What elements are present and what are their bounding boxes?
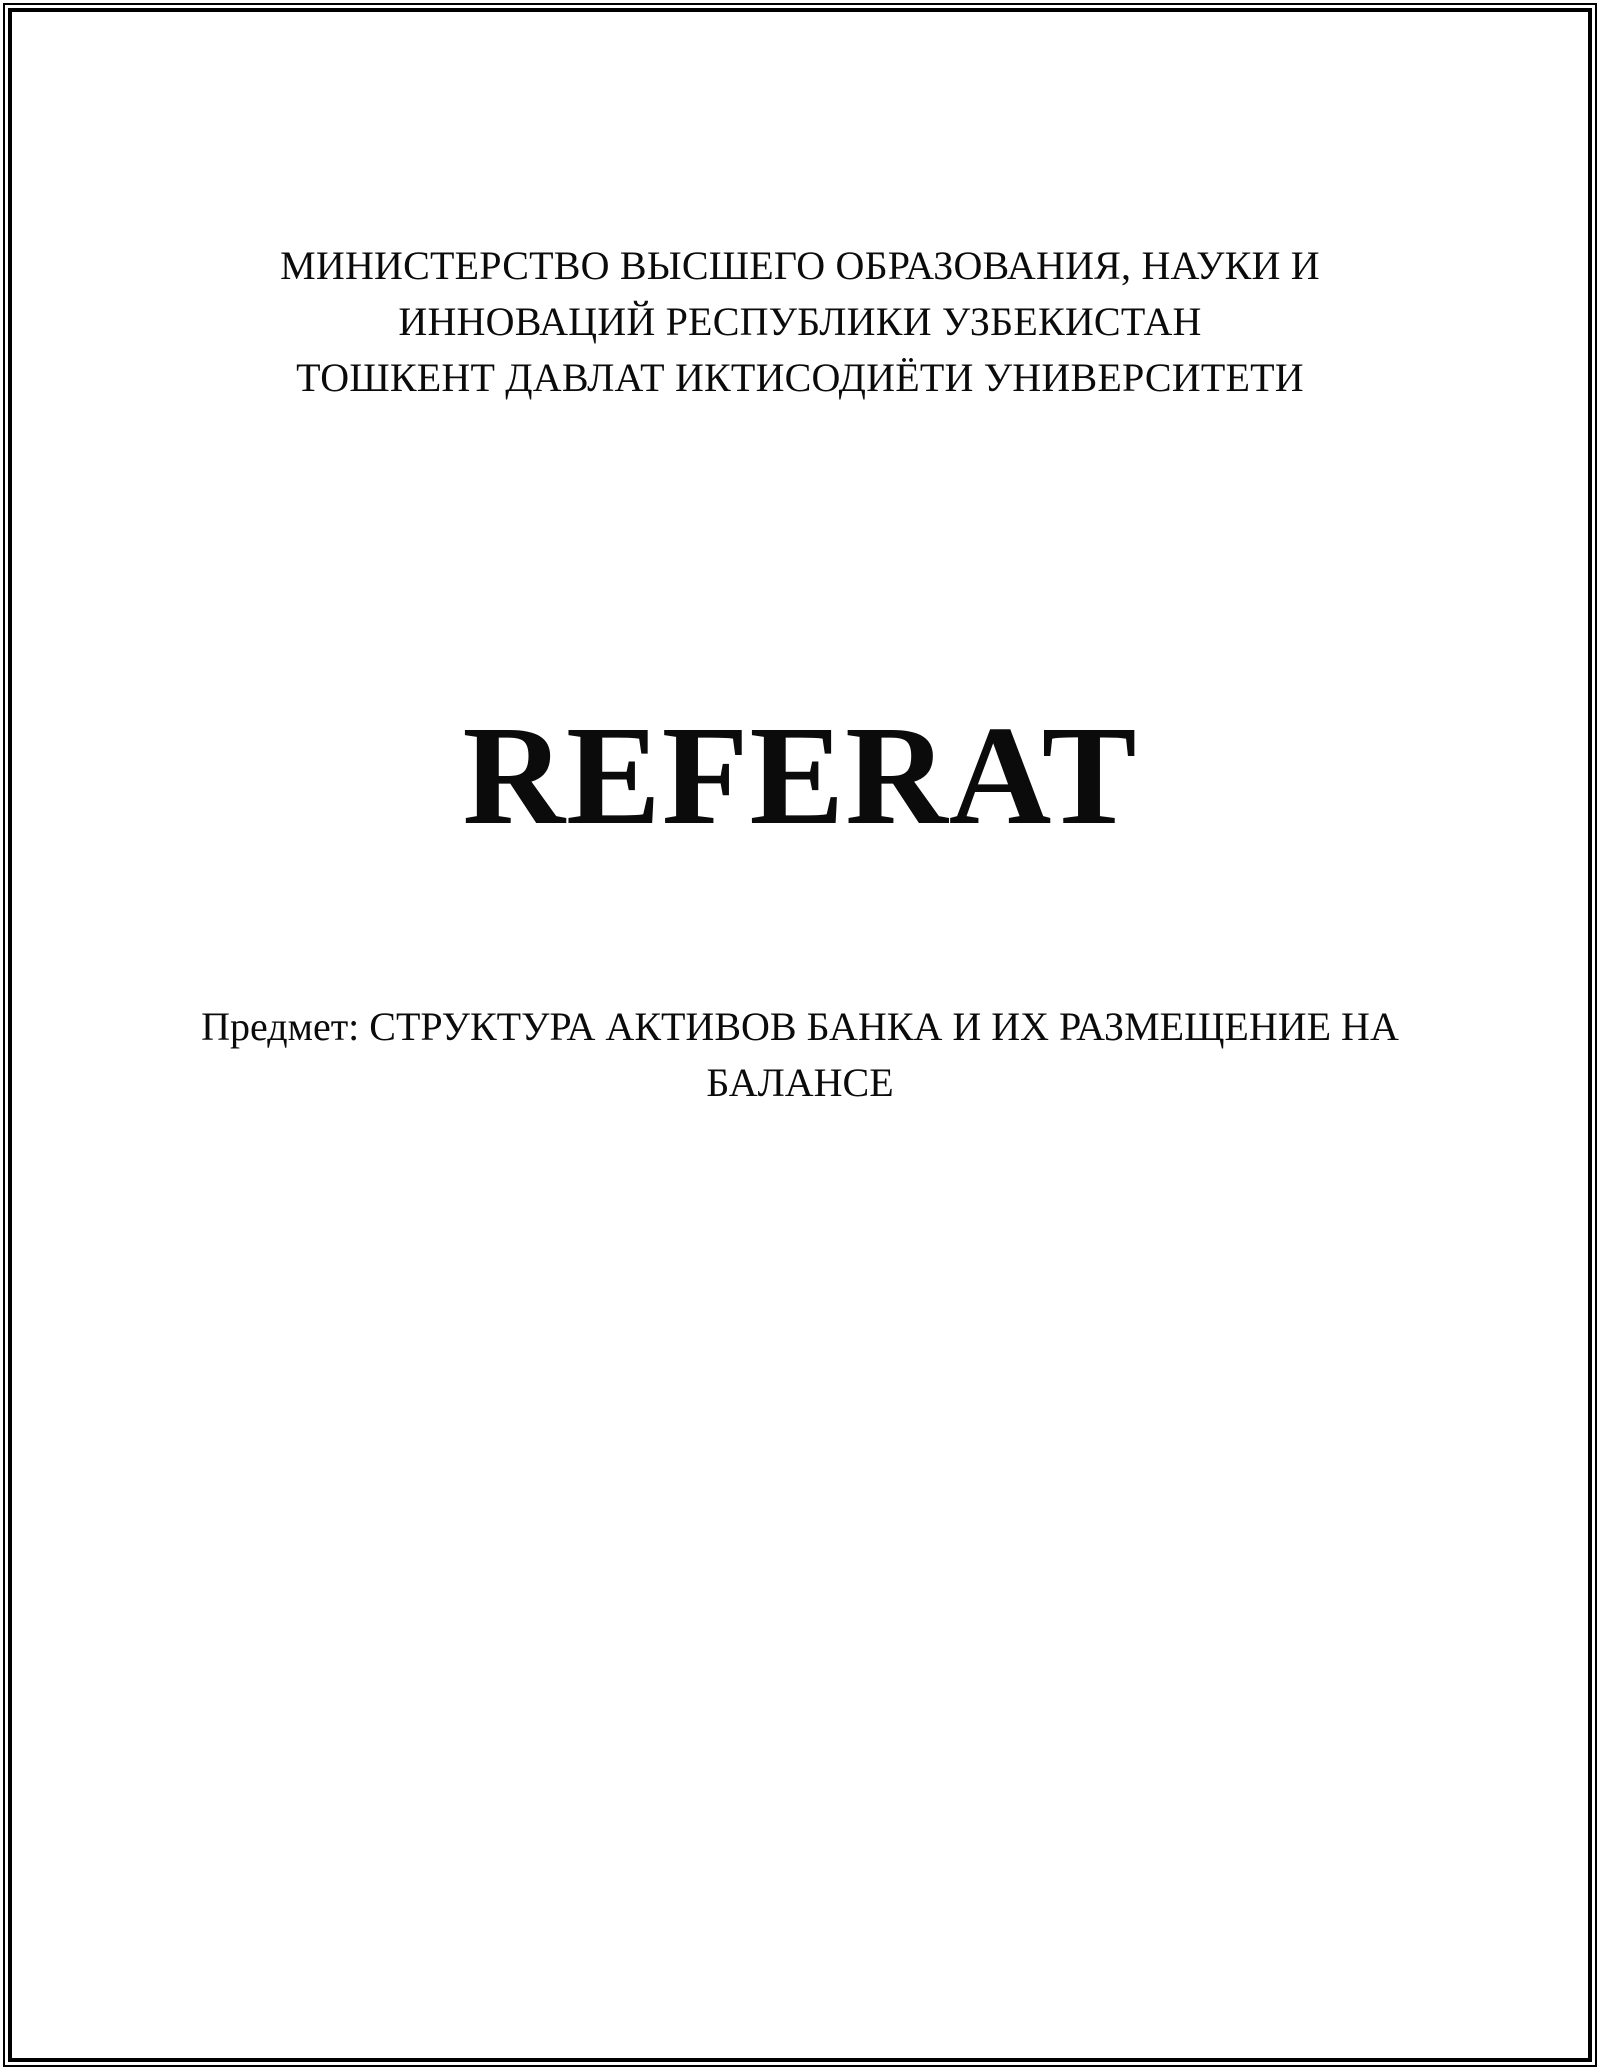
ministry-header <box>0 238 1600 406</box>
ministry-header-line-1: МИНИСТЕРСТВО ВЫСШЕГО ОБРАЗОВАНИЯ, НАУКИ И <box>280 243 1320 288</box>
subject-line-1: Предмет: СТРУКТУРА АКТИВОВ БАНКА И ИХ РАЗМЕЩЕНИЕ НА <box>201 1004 1399 1049</box>
subject-block <box>0 999 1600 1111</box>
subject-line-2: БАЛАНСЕ <box>706 1060 894 1105</box>
ministry-header-line-2: ИННОВАЦИЙ РЕСПУБЛИКИ УЗБЕКИСТАН <box>398 299 1202 344</box>
university-name-line: ТОШКЕНТ ДАВЛАТ ИКТИСОДИЁТИ УНИВЕРСИТЕТИ <box>296 355 1304 400</box>
document-title: REFERAT <box>462 696 1138 854</box>
